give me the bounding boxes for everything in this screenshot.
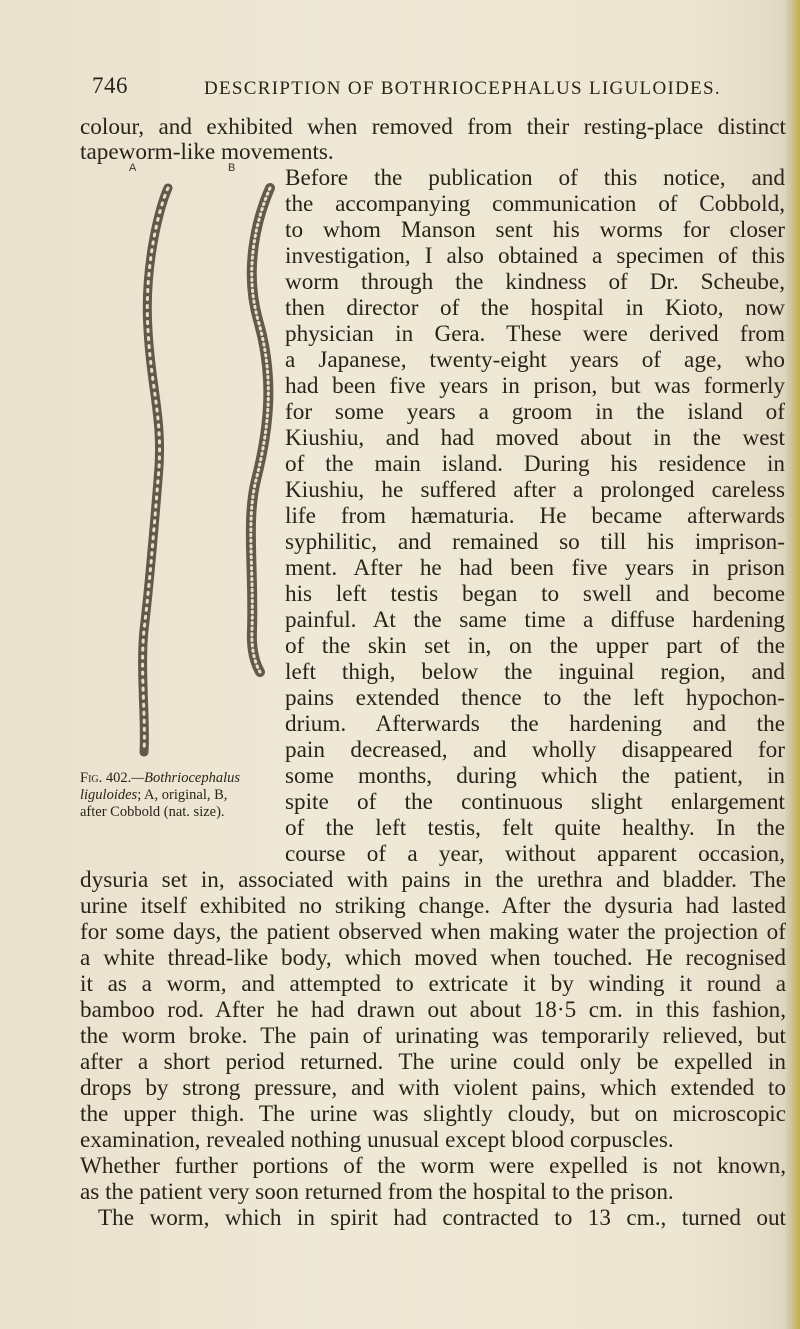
caption-line-1 — [80, 770, 280, 787]
body-line-30: dysuria set in, associated with pains in the urethra and bladder. The — [80, 867, 786, 893]
body-line-34: it as a worm, and attempted to extricate it by winding it round a — [80, 971, 786, 997]
worm-illustration — [128, 160, 298, 760]
running-head — [92, 73, 782, 107]
body-line-6: investigation, I also obtained a specimen of this — [285, 243, 785, 269]
body-line-25: pain decreased, and wholly disappeared for — [285, 737, 785, 763]
body-line-7: worm through the kindness of Dr. Scheube, — [285, 269, 785, 295]
page-number: 746 — [92, 73, 128, 98]
body-line-40: examination, revealed nothing unusual except blood corpuscles. — [80, 1127, 674, 1153]
caption-variants: ; A, original, B, — [137, 787, 228, 803]
running-title: DESCRIPTION OF BOTHRIOCEPHALUS LIGULOIDES. — [204, 78, 721, 99]
body-line-20: painful. At the same time a diffuse hardening — [285, 607, 785, 633]
body-line-31: urine itself exhibited no striking change. After the dysuria had lasted — [80, 893, 786, 919]
body-line-13: Kiushiu, and had moved about in the west — [285, 425, 785, 451]
body-line-15: Kiushiu, he suffered after a prolonged careless — [285, 477, 785, 503]
page-edge — [786, 0, 800, 1329]
body-line-38: drops by strong pressure, and with violent pains, which extended to — [80, 1075, 786, 1101]
body-line-17: syphilitic, and remained so till his imprison- — [285, 529, 785, 555]
body-line-10: a Japanese, twenty-eight years of age, who — [285, 347, 785, 373]
body-line-1: colour, and exhibited when removed from their resting-place distinct — [80, 114, 786, 140]
body-line-32: for some days, the patient observed when making water the projection of — [80, 919, 786, 945]
body-line-18: ment. After he had been five years in prison — [285, 555, 785, 581]
figure-label-a: A — [129, 162, 137, 174]
worm-figure — [128, 160, 298, 760]
caption-line-3: after Cobbold (nat. size). — [80, 804, 225, 820]
body-line-28: of the left testis, felt quite healthy. In the — [285, 815, 785, 841]
body-line-8: then director of the hospital in Kioto, now — [285, 295, 785, 321]
body-line-2: tapeworm-like movements. — [80, 139, 334, 165]
body-line-43: The worm, which in spirit had contracted to 13 cm., turned out — [98, 1205, 786, 1231]
body-line-35: bamboo rod. After he had drawn out about 18·5 cm. in this fashion, — [80, 997, 786, 1023]
body-line-3: Before the publication of this notice, and — [285, 165, 785, 191]
body-line-19: his left testis began to swell and become — [285, 581, 785, 607]
body-line-22: left thigh, below the inguinal region, and — [285, 659, 785, 685]
body-line-27: spite of the continuous slight enlargement — [285, 789, 785, 815]
body-line-5: to whom Manson sent his worms for closer — [285, 217, 785, 243]
figure-label-b: B — [228, 162, 236, 174]
body-line-24: drium. Afterwards the hardening and the — [285, 711, 785, 737]
body-line-39: the upper thigh. The urine was slightly cloudy, but on microscopic — [80, 1101, 786, 1127]
body-line-36: the worm broke. The pain of urinating was temporarily relieved, but — [80, 1023, 786, 1049]
body-line-4: the accompanying communication of Cobbold, — [285, 191, 785, 217]
body-line-12: for some years a groom in the island of — [285, 399, 785, 425]
body-line-9: physician in Gera. These were derived from — [285, 321, 785, 347]
caption-species-epithet: liguloides — [80, 787, 138, 803]
body-line-29: course of a year, without apparent occasion, — [285, 841, 785, 867]
caption-fig-number: Fig. 402. — [80, 770, 132, 786]
caption-line-2 — [80, 787, 280, 804]
body-line-16: life from hæmaturia. He became afterwards — [285, 503, 785, 529]
figure-caption — [80, 770, 280, 821]
body-line-14: of the main island. During his residence in — [285, 451, 785, 477]
body-line-37: after a short period returned. The urine could only be expelled in — [80, 1049, 786, 1075]
body-line-23: pains extended thence to the left hypochon- — [285, 685, 785, 711]
body-line-11: had been five years in prison, but was formerly — [285, 373, 785, 399]
body-line-26: some months, during which the patient, in — [285, 763, 785, 789]
body-line-42: as the patient very soon returned from the hospital to the prison. — [80, 1179, 674, 1205]
body-line-41: Whether further portions of the worm were expelled is not known, — [80, 1153, 786, 1179]
body-line-33: a white thread-like body, which moved when touched. He recognised — [80, 945, 786, 971]
body-line-21: of the skin set in, on the upper part of the — [285, 633, 785, 659]
caption-species: —Bothriocephalus — [131, 770, 240, 786]
